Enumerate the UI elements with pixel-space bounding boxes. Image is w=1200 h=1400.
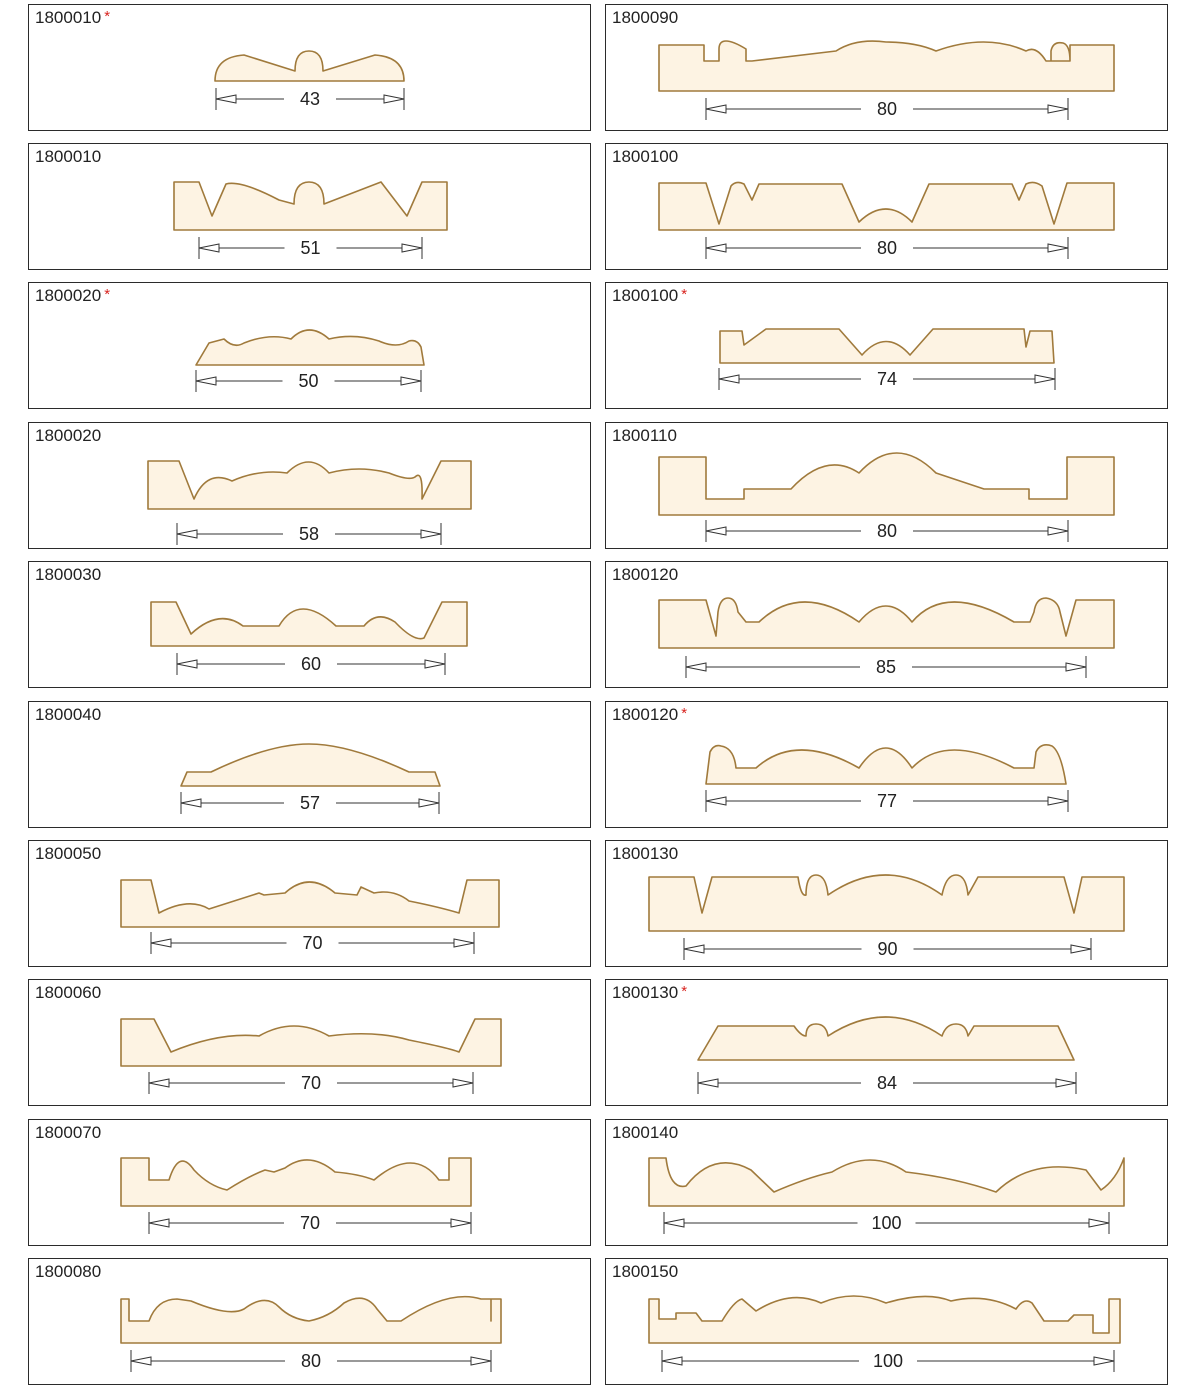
profile-diagram <box>29 144 592 271</box>
profile-diagram <box>29 841 592 968</box>
profile-shape <box>121 1019 501 1066</box>
profile-card <box>605 840 1168 967</box>
profile-shape <box>649 875 1124 931</box>
profile-code-text: 1800140 <box>612 1123 679 1142</box>
arrow-left-icon <box>149 1219 169 1227</box>
arrow-left-icon <box>131 1357 151 1365</box>
width-label: 77 <box>876 791 898 811</box>
width-label: 90 <box>877 939 898 959</box>
arrow-right-icon <box>451 1219 471 1227</box>
profile-card <box>605 1258 1168 1385</box>
width-label: 80 <box>300 1351 322 1371</box>
width-label: 100 <box>871 1213 902 1233</box>
arrow-right-icon <box>401 377 421 385</box>
profile-code-text: 1800020 <box>35 426 102 445</box>
arrow-right-icon <box>421 530 441 538</box>
profile-diagram <box>29 5 592 132</box>
arrow-right-icon <box>1094 1357 1114 1365</box>
width-label: 85 <box>875 657 897 677</box>
profile-diagram <box>606 423 1169 550</box>
profile-card <box>605 422 1168 549</box>
profile-card <box>28 4 591 131</box>
profile-code-text: 1800120 <box>612 565 679 584</box>
width-label: 60 <box>300 654 322 674</box>
profile-shape <box>121 880 499 927</box>
width-label: 84 <box>876 1073 898 1093</box>
profile-card <box>28 282 591 409</box>
profile-shape <box>196 330 424 365</box>
profile-diagram <box>606 1120 1169 1247</box>
profile-code-text: 1800120 <box>612 705 679 724</box>
arrow-left-icon <box>177 530 197 538</box>
arrow-left-icon <box>706 105 726 113</box>
profile-code-text: 1800010 <box>35 147 102 166</box>
profile-code-text: 1800130 <box>612 844 679 863</box>
profile-diagram <box>29 1259 592 1386</box>
arrow-right-icon <box>1048 797 1068 805</box>
profile-card <box>28 701 591 828</box>
profile-diagram <box>606 980 1169 1107</box>
arrow-left-icon <box>706 244 726 252</box>
arrow-left-icon <box>684 945 704 953</box>
profile-shape <box>706 745 1066 784</box>
arrow-right-icon <box>1089 1219 1109 1227</box>
arrow-right-icon <box>402 244 422 252</box>
arrow-left-icon <box>216 95 236 103</box>
arrow-right-icon <box>425 660 445 668</box>
special-marker: * <box>681 286 688 303</box>
profile-card <box>28 143 591 270</box>
arrow-right-icon <box>1066 663 1086 671</box>
width-label: 70 <box>299 1213 321 1233</box>
profile-shape <box>649 1296 1120 1343</box>
arrow-right-icon <box>384 95 404 103</box>
profile-shape <box>698 1017 1074 1060</box>
profile-code-text: 1800130 <box>612 983 679 1002</box>
arrow-right-icon <box>1048 105 1068 113</box>
profile-shape <box>181 744 440 786</box>
profile-card <box>28 979 591 1106</box>
profile-card <box>28 1258 591 1385</box>
arrow-left-icon <box>662 1357 682 1365</box>
profile-diagram <box>606 841 1169 968</box>
profile-diagram <box>606 702 1169 829</box>
arrow-right-icon <box>1035 375 1055 383</box>
arrow-left-icon <box>686 663 706 671</box>
arrow-left-icon <box>719 375 739 383</box>
profile-diagram <box>29 1120 592 1247</box>
profile-card <box>605 282 1168 409</box>
profile-code-text: 1800010 <box>35 8 102 27</box>
arrow-right-icon <box>419 799 439 807</box>
profile-card <box>605 1119 1168 1246</box>
width-label: 80 <box>876 238 898 258</box>
profile-shape <box>659 182 1114 230</box>
arrow-left-icon <box>199 244 219 252</box>
arrow-right-icon <box>453 1079 473 1087</box>
profile-card <box>28 561 591 688</box>
profile-code-text: 1800040 <box>35 705 102 724</box>
arrow-left-icon <box>181 799 201 807</box>
profile-diagram <box>29 980 592 1107</box>
profile-code-text: 1800150 <box>612 1262 679 1281</box>
profile-card <box>28 840 591 967</box>
arrow-right-icon <box>454 939 474 947</box>
width-label: 50 <box>298 371 319 391</box>
profile-diagram <box>606 144 1169 271</box>
arrow-right-icon <box>1056 1079 1076 1087</box>
width-label: 80 <box>876 99 898 119</box>
profile-shape <box>174 182 447 230</box>
profile-diagram <box>29 562 592 689</box>
special-marker: * <box>681 705 688 722</box>
profile-diagram <box>29 423 592 550</box>
special-marker: * <box>681 983 688 1000</box>
profile-card <box>605 701 1168 828</box>
width-label: 80 <box>876 521 898 541</box>
arrow-right-icon <box>1048 244 1068 252</box>
profile-card <box>605 561 1168 688</box>
profile-code-text: 1800060 <box>35 983 102 1002</box>
arrow-left-icon <box>706 527 726 535</box>
profile-shape <box>121 1297 501 1343</box>
arrow-left-icon <box>177 660 197 668</box>
profile-shape <box>151 602 467 646</box>
special-marker: * <box>104 8 111 25</box>
arrow-right-icon <box>1071 945 1091 953</box>
profile-code-text: 1800080 <box>35 1262 102 1281</box>
arrow-left-icon <box>149 1079 169 1087</box>
profile-diagram <box>29 702 592 829</box>
profile-shape <box>649 1158 1124 1206</box>
special-marker: * <box>104 286 111 303</box>
arrow-left-icon <box>706 797 726 805</box>
arrow-left-icon <box>196 377 216 385</box>
arrow-right-icon <box>1048 527 1068 535</box>
profile-code-text: 1800090 <box>612 8 679 27</box>
profile-code-text: 1800100 <box>612 286 679 305</box>
profile-diagram <box>29 283 592 410</box>
profile-card <box>28 1119 591 1246</box>
profile-diagram <box>606 5 1169 132</box>
width-label: 51 <box>300 238 321 258</box>
profile-shape <box>121 1158 471 1206</box>
profile-diagram <box>606 283 1169 410</box>
profile-code-text: 1800030 <box>35 565 102 584</box>
profile-code-text: 1800100 <box>612 147 679 166</box>
arrow-left-icon <box>151 939 171 947</box>
profile-code-text: 1800110 <box>612 426 677 445</box>
profile-shape <box>148 461 471 509</box>
arrow-left-icon <box>664 1219 684 1227</box>
profile-card <box>28 422 591 549</box>
profile-code-text: 1800050 <box>35 844 102 863</box>
width-label: 58 <box>298 524 320 544</box>
arrow-right-icon <box>471 1357 491 1365</box>
profile-diagram <box>606 562 1169 689</box>
width-label: 43 <box>299 89 321 109</box>
profile-card <box>605 979 1168 1106</box>
width-label: 100 <box>872 1351 904 1371</box>
profile-shape <box>659 453 1114 515</box>
profile-shape <box>215 51 404 81</box>
profile-code-text: 1800020 <box>35 286 102 305</box>
width-label: 70 <box>302 933 323 953</box>
arrow-left-icon <box>698 1079 718 1087</box>
profile-diagram <box>606 1259 1169 1386</box>
width-label: 74 <box>876 369 898 389</box>
profile-shape <box>659 598 1114 648</box>
profile-card <box>605 4 1168 131</box>
profile-code-text: 1800070 <box>35 1123 102 1142</box>
profile-card <box>605 143 1168 270</box>
width-label: 57 <box>299 793 321 813</box>
profile-shape <box>720 329 1054 363</box>
width-label: 70 <box>300 1073 322 1093</box>
profile-shape <box>659 41 1114 91</box>
